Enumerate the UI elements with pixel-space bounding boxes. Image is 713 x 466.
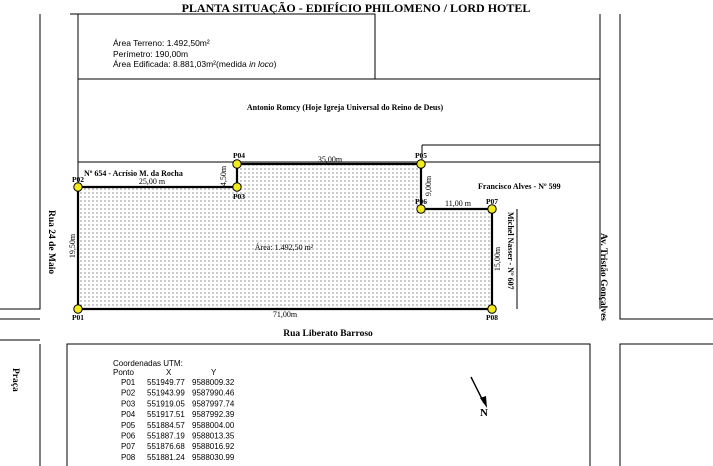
north-arrow <box>471 377 488 419</box>
coord-y: 9588004.00 <box>192 420 235 430</box>
southeast-block-edge <box>620 344 713 466</box>
plan-title: PLANTA SITUAÇÃO - EDIFÍCIO PHILOMENO / LORD HOTEL <box>181 1 531 15</box>
lot-info <box>113 38 277 69</box>
point-p01 <box>74 305 82 313</box>
point-p08 <box>488 305 496 313</box>
west-street-label: Rua 24 de Maio <box>46 210 56 275</box>
point-p03 <box>233 183 241 191</box>
north-label: N <box>480 407 488 419</box>
coord-point: P04 <box>121 410 136 420</box>
coord-y: 9588016.92 <box>192 442 235 452</box>
east-street-label: Av. Tristão Gonçalves <box>598 233 608 321</box>
coords-header-y: Y <box>211 368 217 377</box>
coord-y: 9588009.32 <box>192 378 235 387</box>
east-outer-edge <box>620 14 713 319</box>
label-p05: P05 <box>414 151 428 160</box>
dim-p01-p02: 19,50m <box>68 233 77 259</box>
coord-y: 9587990.46 <box>192 388 235 398</box>
coord-point: P05 <box>121 420 136 430</box>
southeast-lot-label: Michel Nasser - Nº 607 <box>506 212 515 290</box>
coord-x: 551881.24 <box>147 452 185 462</box>
utm-coordinates-table <box>113 359 235 462</box>
west-lot-label: Nº 654 - Acrísio M. da Rocha <box>84 169 183 178</box>
coord-y: 9588030.99 <box>192 452 235 462</box>
west-street-edge <box>0 14 40 309</box>
dim-p08-p01: 71,00m <box>272 310 298 319</box>
coord-x: 551949.77 <box>147 378 185 387</box>
coord-x: 551943.99 <box>147 388 185 398</box>
coords-header-point: Ponto <box>113 368 134 377</box>
dim-p05-p06: 9,00m <box>424 175 433 197</box>
label-p04: P04 <box>232 151 246 160</box>
dim-p07-p08: 15,00m <box>493 246 502 272</box>
point-p05 <box>417 160 425 168</box>
coord-point: P01 <box>121 378 136 387</box>
coord-point: P06 <box>121 431 136 441</box>
area-edificada: Área Edificada: 8.881,03m²(medida in loco) <box>113 59 277 69</box>
north-neighbor-label: Antonio Romcy (Hoje Igreja Universal do Reino de Deus) <box>246 103 444 112</box>
coord-y: 9587992.39 <box>192 410 235 420</box>
coord-point: P08 <box>121 452 136 462</box>
dim-p02-p03: 25,00 m <box>138 177 166 186</box>
coord-x: 551919.05 <box>147 399 185 409</box>
label-p03: P03 <box>232 192 246 201</box>
dim-p03-p04: 4,50m <box>219 165 228 187</box>
coord-point: P07 <box>121 442 136 452</box>
dim-p06-p07: 11,00 m <box>445 199 471 208</box>
point-p06 <box>417 205 425 213</box>
coord-point: P02 <box>121 388 136 398</box>
coord-y: 9588013.35 <box>192 431 235 441</box>
square-label: Praça <box>10 368 20 392</box>
label-p06: P06 <box>414 197 428 206</box>
label-p07: P07 <box>485 197 499 206</box>
point-p07 <box>488 205 496 213</box>
coord-x: 551876.68 <box>147 442 185 452</box>
label-p02: P02 <box>71 175 85 184</box>
coords-title: Coordenadas UTM: <box>113 359 183 368</box>
label-p08: P08 <box>485 313 499 322</box>
dim-p04-p05: 35,00m <box>317 155 343 164</box>
coord-x: 551884.57 <box>147 420 185 430</box>
lot-area-label: Área: 1.492,50 m² <box>254 243 314 252</box>
coord-x: 551917.51 <box>147 410 185 420</box>
coord-point: P03 <box>121 399 136 409</box>
label-p01: P01 <box>71 313 85 322</box>
area-terreno: Área Terreno: 1.492,50m² <box>113 38 210 48</box>
point-p04 <box>233 160 241 168</box>
south-street-label: Rua Liberato Barroso <box>283 329 373 339</box>
point-p02 <box>74 183 82 191</box>
perimetro: Perímetro: 190,00m <box>113 49 189 59</box>
coord-x: 551887.19 <box>147 431 185 441</box>
east-lot-label: Francisco Alves - Nº 599 <box>478 182 561 191</box>
coords-header-x: X <box>166 368 172 377</box>
coord-y: 9587997.74 <box>192 399 235 409</box>
